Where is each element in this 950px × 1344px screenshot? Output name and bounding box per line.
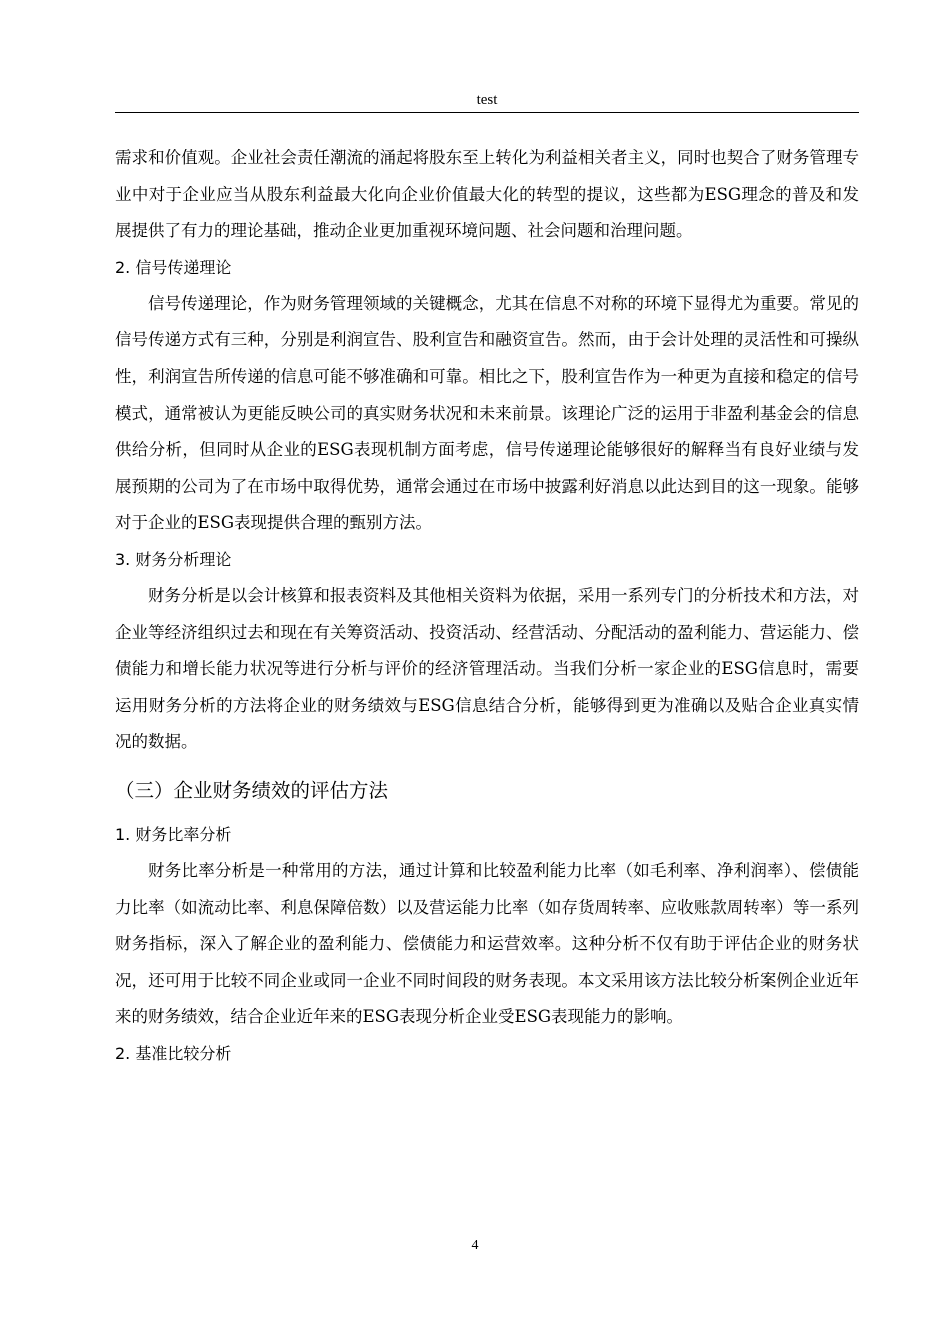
- heading-ratio-analysis: 1. 财务比率分析: [115, 824, 232, 844]
- heading-financial-analysis-theory: 3. 财务分析理论: [115, 549, 232, 569]
- page-header: test: [115, 92, 859, 113]
- paragraph-csr-continuation: 需求和价值观。企业社会责任潮流的涌起将股东至上转化为利益相关者主义，同时也契合了财务管理专业中对于企业应当从股东利益最大化向企业价值最大化的转型的提议，这些都为ESG理念的普及和发展提供了有力的理论基础，推动企业更加重视环境问题、社会问题和治理问题。: [115, 148, 859, 241]
- paragraph-financial-analysis: 财务分析是以会计核算和报表资料及其他相关资料为依据，采用一系列专门的分析技术和方法，对企业等经济组织过去和现在有关筹资活动、投资活动、经营活动、分配活动的盈利能力、营运能力、偿债能力和增长能力状况等进行分析与评价的经济管理活动。当我们分析一家企业的ESG信息时，需要运用财务分析的方法将企业的财务绩效与ESG信息结合分析，能够得到更为准确以及贴合企业真实情况的数据。: [115, 585, 859, 752]
- page-number: 4: [471, 1238, 479, 1253]
- paragraph-signal-theory: 信号传递理论，作为财务管理领域的关键概念，尤其在信息不对称的环境下显得尤为重要。常见的信号传递方式有三种，分别是利润宣告、股利宣告和融资宣告。然而，由于会计处理的灵活性和可操纵性，利润宣告所传递的信息可能不够准确和可靠。相比之下，股利宣告作为一种更为直接和稳定的信号模式，通常被认为更能反映公司的真实财务状况和未来前景。该理论广泛的运用于非盈利基金会的信息供给分析，但同时从企业的ESG表现机制方面考虑，信号传递理论能够很好的解释当有良好业绩与发展预期的公司为了在市场中取得优势，通常会通过在市场中披露利好消息以此达到目的这一现象。能够对于企业的ESG表现提供合理的甄别方法。: [115, 293, 859, 533]
- paragraph-ratio-analysis: 财务比率分析是一种常用的方法，通过计算和比较盈利能力比率（如毛利率、净利润率）、偿债能力比率（如流动比率、利息保障倍数）以及营运能力比率（如存货周转率、应收账款周转率）等一系列财务指标，深入了解企业的盈利能力、偿债能力和运营效率。这种分析不仅有助于评估企业的财务状况，还可用于比较不同企业或同一企业不同时间段的财务表现。本文采用该方法比较分析案例企业近年来的财务绩效，结合企业近年来的ESG表现分析企业受ESG表现能力的影响。: [115, 860, 859, 1027]
- page-content: [115, 140, 859, 1072]
- section-heading-evaluation-methods: （三）企业财务绩效的评估方法: [115, 778, 389, 802]
- heading-benchmark-analysis: 2. 基准比较分析: [115, 1043, 232, 1063]
- heading-signal-theory: 2. 信号传递理论: [115, 257, 232, 277]
